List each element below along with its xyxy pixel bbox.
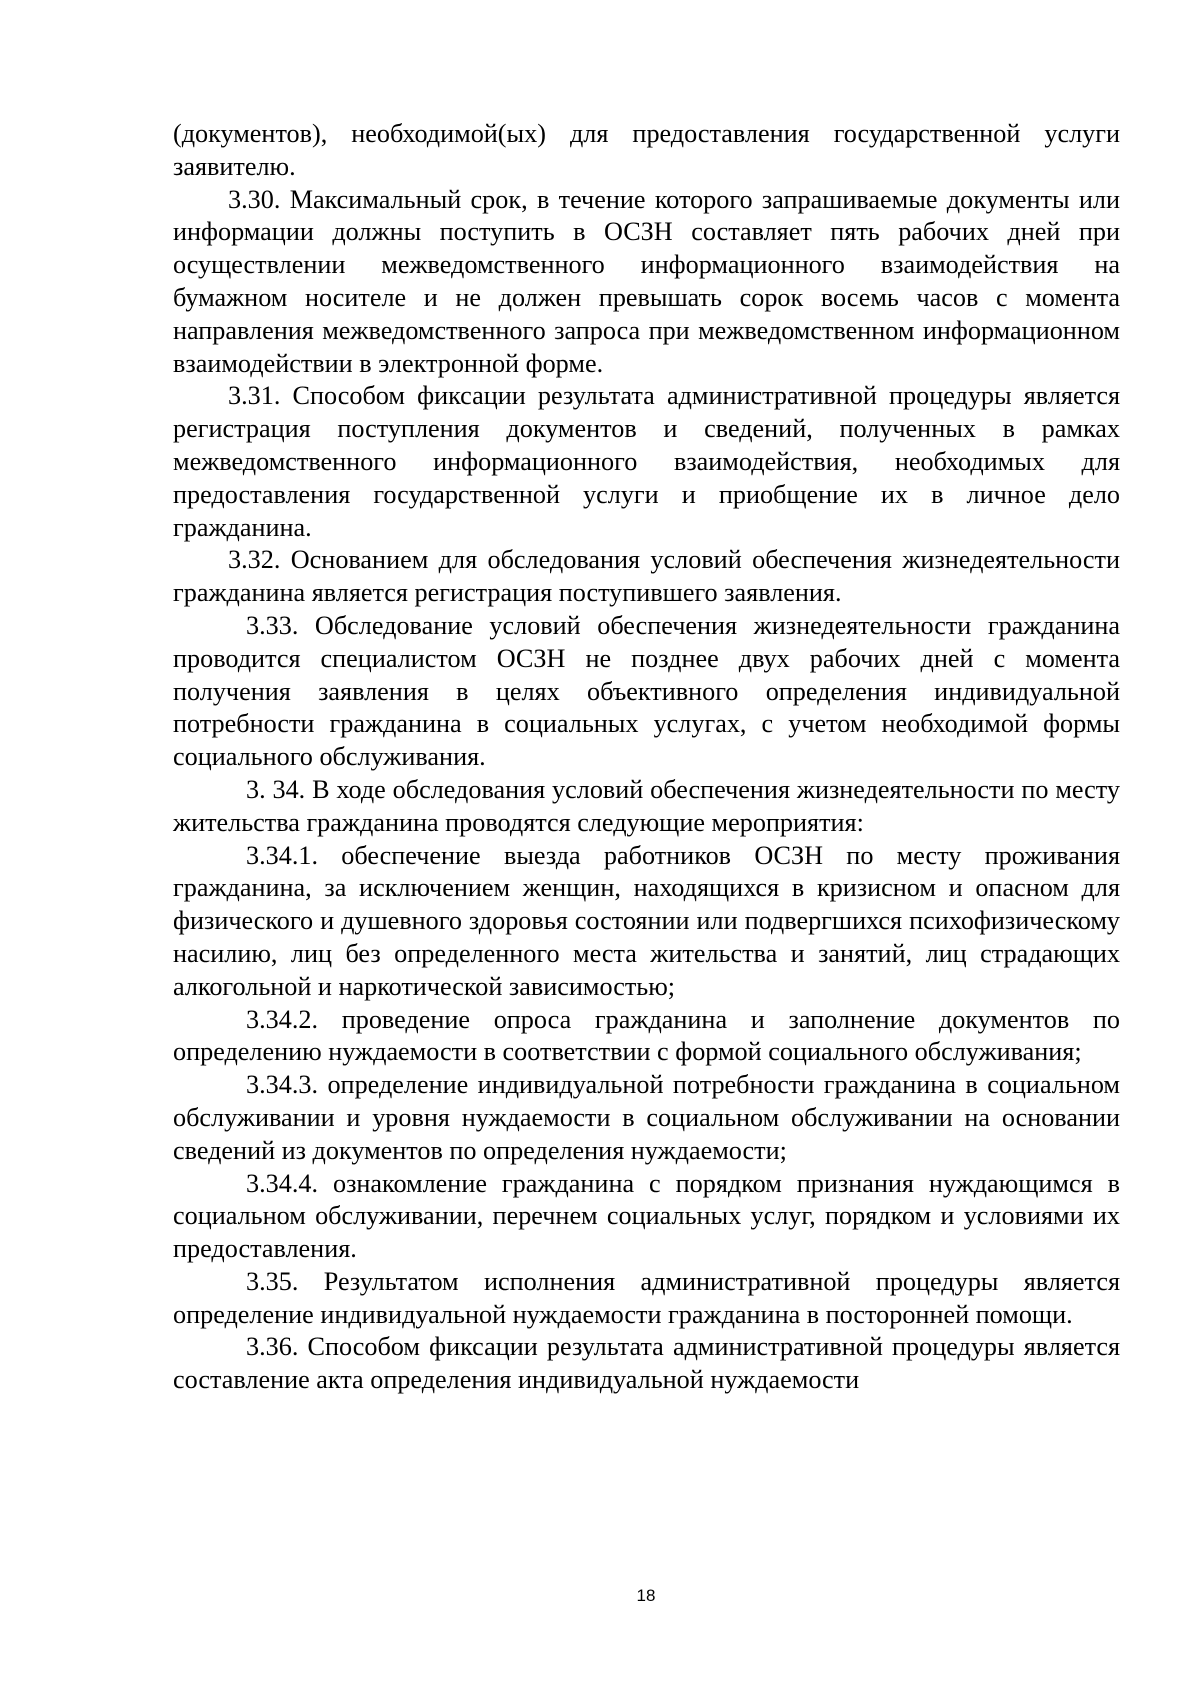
document-body	[173, 118, 1120, 1397]
paragraph-3-31: 3.31. Способом фиксации результата административной процедуры является регистрация поступления документов и сведений, полученных в рамках межведомственного информационного взаимодействия, необходимых для предоставления государственной услуги и приобщение их в личное дело гражданина.	[173, 381, 1120, 542]
paragraph-3-34-2: 3.34.2. проведение опроса гражданина и заполнение документов по определению нуждаемости в соответствии с формой социального обслуживания;	[173, 1004, 1120, 1067]
paragraph-3-32: 3.32. Основанием для обследования условий обеспечения жизнедеятельности гражданина является регистрация поступившего заявления.	[173, 545, 1120, 608]
paragraph-3-34-3: 3.34.3. определение индивидуальной потребности гражданина в социальном обслуживании и уровня нуждаемости в социальном обслуживании на основании сведений из документов по определения нуждаемости;	[173, 1070, 1120, 1165]
paragraph-3-36: 3.36. Способом фиксации результата административной процедуры является составление акта определения индивидуальной нуждаемости	[173, 1332, 1120, 1395]
paragraph-3-34: 3. 34. В ходе обследования условий обеспечения жизнедеятельности по месту жительства гражданина проводятся следующие мероприятия:	[173, 774, 1120, 837]
paragraph-continuation: (документов), необходимой(ых) для предоставления государственной услуги заявителю.	[173, 119, 1120, 181]
paragraph-3-33: 3.33. Обследование условий обеспечения жизнедеятельности гражданина проводится специалистом ОСЗН не позднее двух рабочих дней с момента получения заявления в целях объективного определения индивидуальной потребности гражданина в социальных услугах, с учетом необходимой формы социального обслуживания.	[173, 610, 1120, 772]
paragraph-3-30: 3.30. Максимальный срок, в течение которого запрашиваемые документы или информации должны поступить в ОСЗН составляет пять рабочих дней при осуществлении межведомственного информационного взаимодействия на бумажном носителе и не должен превышать сорок восемь часов с момента направления межведомственного запроса при межведомственном информационном взаимодействии в электронной форме.	[173, 184, 1120, 378]
paragraph-3-35: 3.35. Результатом исполнения административной процедуры является определение индивидуальной нуждаемости гражданина в посторонней помощи.	[173, 1266, 1120, 1329]
paragraph-3-34-1: 3.34.1. обеспечение выезда работников ОСЗН по месту проживания гражданина, за исключением женщин, находящихся в кризисном и опасном для физического и душевного здоровья состоянии или подвергшихся психофизическому насилию, лиц без определенного места жительства и занятий, лиц страдающих алкогольной и наркотической зависимостью;	[173, 840, 1120, 1001]
page-number: 18	[636, 1586, 656, 1605]
paragraph-3-34-4: 3.34.4. ознакомление гражданина с порядком признания нуждающимся в социальном обслуживании, перечнем социальных услуг, порядком и условиями их предоставления.	[173, 1168, 1120, 1264]
